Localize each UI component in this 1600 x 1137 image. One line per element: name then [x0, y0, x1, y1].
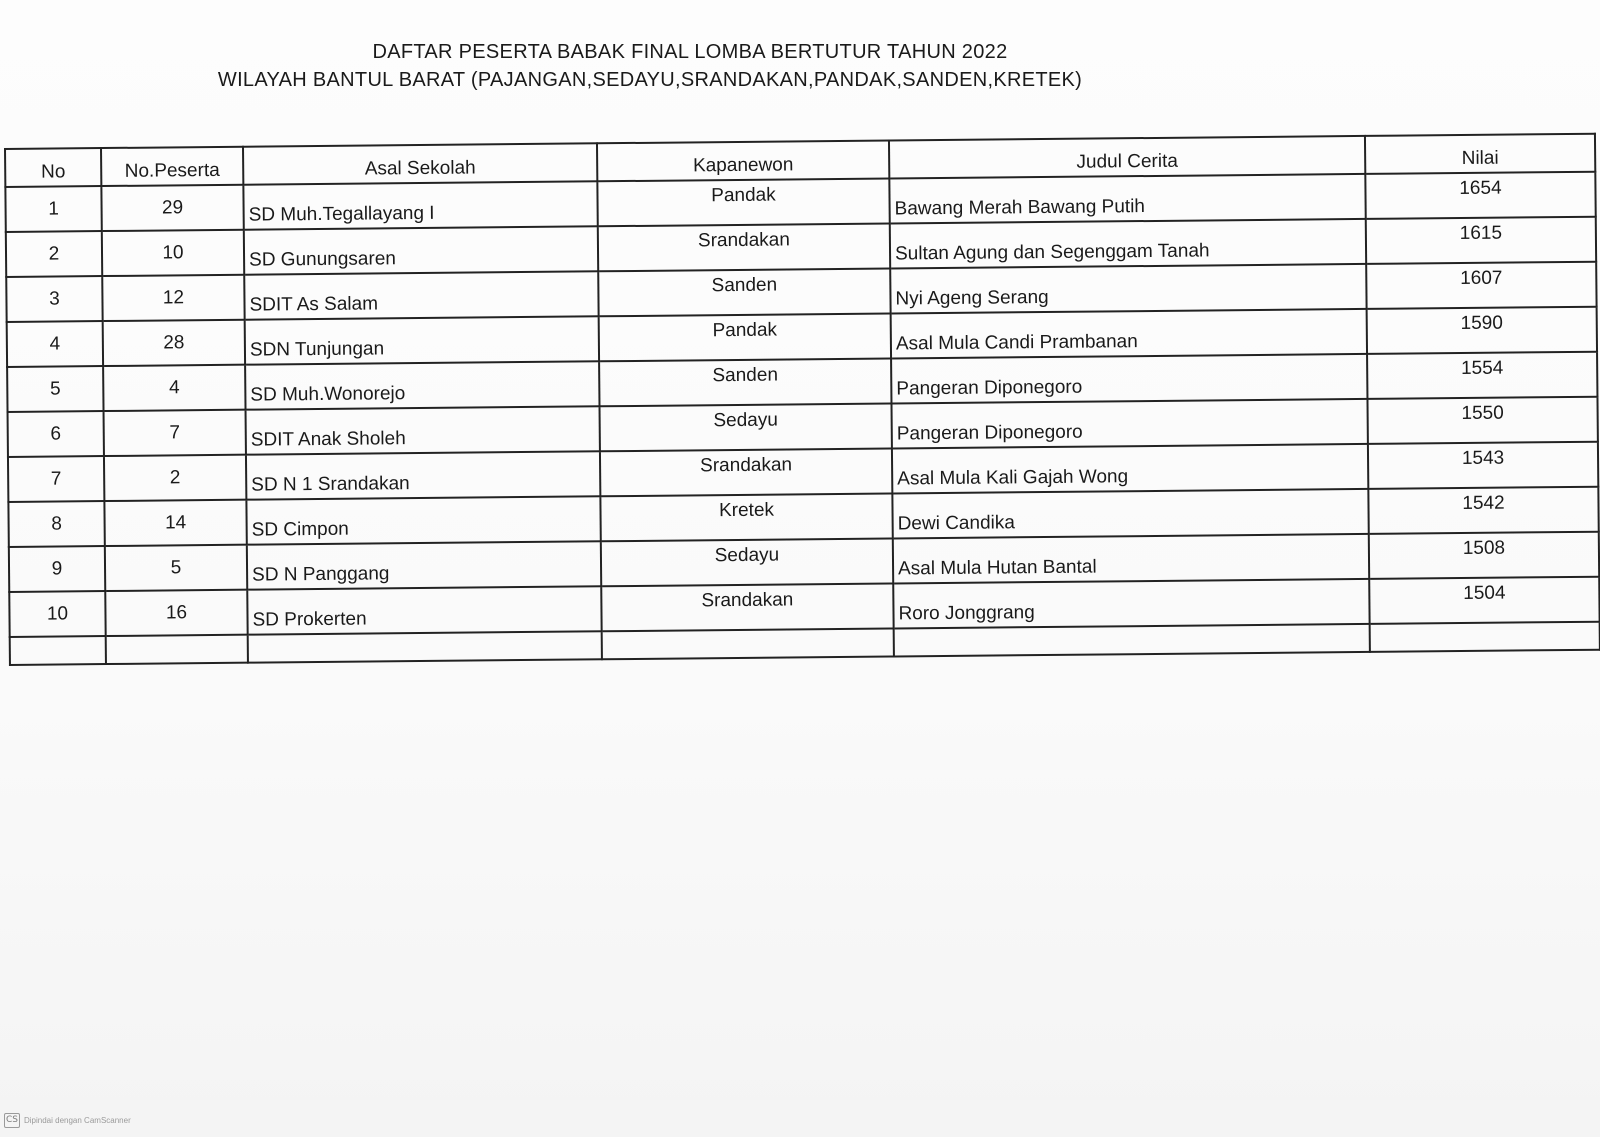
cell-asal-sekolah: SD Muh.Tegallayang I	[243, 181, 597, 229]
cell-no-peserta: 4	[103, 365, 245, 411]
cell-judul-cerita: Nyi Ageng Serang	[890, 264, 1366, 314]
empty-cell	[106, 635, 248, 664]
empty-cell	[1370, 622, 1600, 652]
participants-table	[4, 133, 1600, 666]
cell-nilai: 1607	[1366, 262, 1596, 309]
cell-no: 1	[5, 186, 101, 232]
cell-judul-cerita: Pangeran Diponegoro	[891, 399, 1367, 449]
cell-no: 2	[6, 231, 102, 277]
empty-cell	[10, 636, 106, 665]
cell-nilai: 1504	[1369, 577, 1599, 624]
cell-nilai: 1554	[1367, 352, 1597, 399]
cell-no: 3	[6, 276, 102, 322]
cell-no-peserta: 2	[104, 455, 246, 501]
cell-no: 10	[9, 591, 105, 637]
cell-nilai: 1508	[1369, 532, 1599, 579]
cell-kapanewon: Sanden	[598, 268, 890, 316]
header-no-peserta: No.Peserta	[101, 147, 243, 186]
header-asal-sekolah: Asal Sekolah	[243, 143, 597, 184]
header-judul-cerita: Judul Cerita	[889, 136, 1365, 179]
empty-cell	[894, 624, 1370, 657]
cell-asal-sekolah: SD Muh.Wonorejo	[245, 361, 599, 409]
cell-no-peserta: 12	[102, 275, 244, 321]
cell-judul-cerita: Roro Jonggrang	[893, 579, 1369, 629]
cell-nilai: 1654	[1365, 172, 1595, 219]
empty-cell	[602, 628, 894, 659]
cell-judul-cerita: Asal Mula Kali Gajah Wong	[892, 444, 1368, 494]
cell-judul-cerita: Bawang Merah Bawang Putih	[889, 174, 1365, 224]
cell-kapanewon: Kretek	[600, 493, 892, 541]
cell-nilai: 1543	[1368, 442, 1598, 489]
scanner-watermark	[4, 1113, 131, 1128]
cell-nilai: 1590	[1367, 307, 1597, 354]
scanner-label: Dipindai dengan CamScanner	[24, 1116, 131, 1125]
cell-judul-cerita: Asal Mula Hutan Bantal	[893, 534, 1369, 584]
cell-asal-sekolah: SD Cimpon	[246, 496, 600, 544]
cell-kapanewon: Sedayu	[600, 403, 892, 451]
empty-cell	[248, 631, 602, 662]
cell-kapanewon: Sedayu	[601, 538, 893, 586]
cell-no: 8	[8, 501, 104, 547]
cell-nilai: 1615	[1366, 217, 1596, 264]
cell-no: 5	[7, 366, 103, 412]
table-body	[5, 172, 1600, 665]
cell-nilai: 1542	[1368, 487, 1598, 534]
cell-judul-cerita: Sultan Agung dan Segenggam Tanah	[890, 219, 1366, 269]
cell-asal-sekolah: SDIT As Salam	[244, 271, 598, 319]
cell-no: 7	[8, 456, 104, 502]
cell-asal-sekolah: SDN Tunjungan	[245, 316, 599, 364]
cell-no-peserta: 28	[103, 320, 245, 366]
cell-judul-cerita: Asal Mula Candi Prambanan	[891, 309, 1367, 359]
cell-kapanewon: Srandakan	[601, 583, 893, 631]
cell-kapanewon: Srandakan	[598, 224, 890, 272]
cell-kapanewon: Sanden	[599, 358, 891, 406]
document-title: DAFTAR PESERTA BABAK FINAL LOMBA BERTUTUR TAHUN 2022	[372, 41, 1008, 63]
cell-kapanewon: Pandak	[599, 313, 891, 361]
cell-kapanewon: Pandak	[597, 179, 889, 227]
cell-kapanewon: Srandakan	[600, 448, 892, 496]
cell-no-peserta: 5	[105, 545, 247, 591]
cell-no-peserta: 16	[105, 590, 247, 636]
document-title-block	[0, 38, 1300, 94]
cell-asal-sekolah: SD N Panggang	[247, 541, 601, 589]
document-subtitle: WILAYAH BANTUL BARAT (PAJANGAN,SEDAYU,SRANDAKAN,PANDAK,SANDEN,KRETEK)	[217, 69, 1083, 91]
cell-judul-cerita: Dewi Candika	[892, 489, 1368, 539]
header-kapanewon: Kapanewon	[597, 141, 889, 182]
participants-table-wrapper	[4, 133, 1599, 666]
cell-asal-sekolah: SD Gunungsaren	[244, 226, 598, 274]
cell-no: 4	[7, 321, 103, 367]
header-no: No	[5, 148, 101, 187]
cell-no-peserta: 10	[102, 230, 244, 276]
cell-no-peserta: 29	[101, 185, 243, 231]
cell-no: 6	[8, 411, 104, 457]
cell-asal-sekolah: SDIT Anak Sholeh	[246, 406, 600, 454]
cell-asal-sekolah: SD N 1 Srandakan	[246, 451, 600, 499]
cell-no: 9	[9, 546, 105, 592]
cell-nilai: 1550	[1367, 397, 1597, 444]
cell-no-peserta: 7	[104, 410, 246, 456]
cell-judul-cerita: Pangeran Diponegoro	[891, 354, 1367, 404]
cell-no-peserta: 14	[104, 500, 246, 546]
cs-logo-icon: CS	[4, 1113, 20, 1128]
cell-asal-sekolah: SD Prokerten	[247, 586, 601, 634]
header-nilai: Nilai	[1365, 134, 1595, 174]
